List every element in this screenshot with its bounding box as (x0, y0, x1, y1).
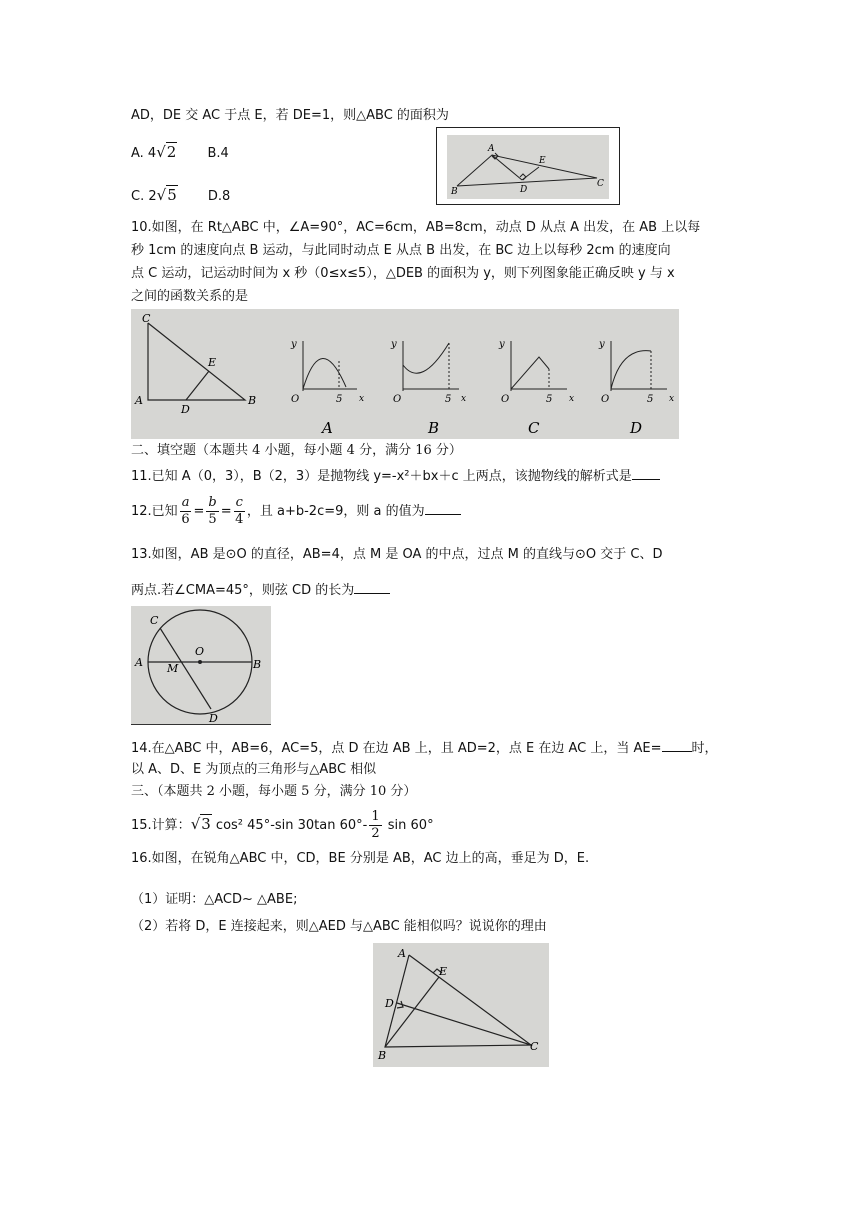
q14-line-1-text: 14.在△ABC 中，AB=6，AC=5，点 D 在边 AB 上，且 AD=2，点 E 在边 AC 上，当 AE= (131, 741, 662, 756)
q14-line-1-end: 时， (691, 741, 718, 756)
q10-graph-b-x: x (461, 394, 467, 404)
q16-label-c: C (530, 1040, 539, 1053)
q10-figure (131, 309, 679, 439)
q10-graph-c-o: O (501, 394, 510, 405)
q14-line-2: 以 A、D、E 为顶点的三角形与△ABC 相似 (131, 762, 377, 777)
q9-option-c-radical: √5 (156, 186, 177, 204)
q10-option-d: D (630, 419, 643, 437)
q16-label-b: B (378, 1049, 387, 1062)
q13-label-a: A (135, 656, 143, 669)
q12-eq1: = (193, 504, 205, 519)
q16-part-2: （2）若将 D，E 连接起来，则△AED 与△ABC 能相似吗？说说你的理由 (131, 919, 547, 934)
q10-graph-d-y: y (599, 339, 605, 350)
q12-suffix: ，且 a+b-2c=9，则 a 的值为 (246, 504, 425, 519)
q14-line-1 (131, 739, 718, 758)
q13-label-d: D (209, 712, 218, 724)
q16-text: 16.如图，在锐角△ABC 中，CD，BE 分别是 AB，AC 边上的高，垂足为 D，E. (131, 851, 590, 866)
q10-tri-c: C (142, 312, 151, 325)
q16-figure-svg (373, 943, 549, 1067)
q13-line-2 (131, 581, 390, 600)
q10-graph-c (498, 339, 574, 437)
q13-line-2-text: 两点.若∠CMA=45°，则弦 CD 的长为 (131, 583, 355, 598)
q10-tri-a: A (135, 394, 143, 407)
q10-line-3: 点 C 运动，记运动时间为 x 秒（0≤x≤5），△DEB 的面积为 y，则下列图象能正确反映 y 与 x (131, 266, 675, 281)
q10-tri-d: D (181, 403, 190, 416)
q15 (131, 806, 434, 844)
q9-text: AD，DE 交 AC 于点 E，若 DE=1，则△ABC 的面积为 (131, 108, 449, 123)
q10-graph-b-o: O (393, 394, 402, 405)
q10-graph-a-5: 5 (336, 394, 343, 405)
q9-option-d: D.8 (207, 189, 231, 204)
q15-radical: √3 (190, 815, 211, 833)
q16-figure (373, 943, 549, 1067)
q13-label-b: B (253, 658, 262, 671)
q10-graph-a (290, 339, 364, 437)
q10-graph-d-o: O (601, 394, 610, 405)
q15-mid: cos² 45°-sin 30tan 60°- (211, 818, 368, 833)
q9-option-c-prefix: C. 2 (131, 189, 157, 204)
q10-graph-a-x: x (359, 394, 365, 404)
q10-tri-b: B (248, 394, 257, 407)
q9-label-b: B (451, 187, 458, 197)
q10-graph-d-x: x (669, 394, 675, 404)
q13-answer-blank (354, 581, 390, 594)
q9-label-c: C (597, 179, 604, 189)
q9-figure-frame (436, 127, 620, 205)
q12 (131, 494, 461, 530)
q10-graph-c-5: 5 (546, 394, 553, 405)
q10-graph-a-y: y (291, 339, 297, 350)
q10-graph-b-5: 5 (445, 394, 452, 405)
q12-frac-c: $\frac{c}{4}$ (235, 495, 244, 527)
q13-figure-svg (131, 606, 271, 724)
q11-text: 11.已知 A（0，3），B（2，3）是抛物线 y=-x²＋bx＋c 上两点，该抛物线的解析式是 (131, 469, 632, 484)
q9-figure (437, 128, 619, 204)
q16-label-e: E (439, 965, 448, 978)
q14-answer-blank (662, 739, 692, 752)
q10-graph-b-y: y (391, 339, 397, 350)
q9-option-b: B.4 (207, 146, 229, 161)
section-2-heading: 二、填空题（本题共 4 小题，每小题 4 分，满分 16 分） (131, 443, 462, 458)
q9-option-c (131, 186, 230, 206)
q16-label-d: D (385, 997, 394, 1010)
q13-label-o: O (195, 645, 205, 658)
q13-figure (131, 606, 271, 725)
q12-eq2: = (220, 504, 232, 519)
q12-frac-a: $\frac{a}{6}$ (181, 495, 190, 527)
q9-option-a (131, 143, 229, 163)
q11-answer-blank (632, 467, 660, 480)
q10-option-c: C (528, 419, 540, 437)
q15-prefix: 15.计算： (131, 818, 191, 833)
q16-part-1: （1）证明：△ACD~ △ABE; (131, 892, 298, 907)
q16-label-a: A (398, 947, 406, 960)
q10-option-a: A (322, 419, 333, 437)
q10-line-1: 10.如图，在 Rt△ABC 中，∠A=90°，AC=6cm，AB=8cm，动点 D 从点 A 出发，在 AB 上以每 (131, 220, 701, 235)
q9-label-e: E (539, 156, 546, 166)
q12-frac-b: $\frac{b}{5}$ (208, 495, 217, 527)
q15-suffix: sin 60° (383, 818, 434, 833)
q10-tri-e: E (208, 356, 217, 369)
q9-option-a-radical: √2 (156, 143, 177, 161)
q11 (131, 467, 660, 486)
q10-graph-c-y: y (499, 339, 505, 350)
q13-line-1: 13.如图，AB 是⊙O 的直径，AB=4，点 M 是 OA 的中点，过点 M 的直线与⊙O 交于 C、D (131, 547, 663, 562)
q15-frac: $\frac{1}{2}$ (371, 809, 380, 841)
section-3-heading: 三、（本题共 2 小题，每小题 5 分，满分 10 分） (131, 784, 417, 799)
q12-answer-blank (425, 502, 461, 515)
q10-graph-d (598, 339, 674, 437)
q10-line-2: 秒 1cm 的速度向点 B 运动，与此同时动点 E 从点 B 出发，在 BC 边上以每秒 2cm 的速度向 (131, 243, 671, 258)
q9-option-a-prefix: A. 4 (131, 146, 157, 161)
q10-graph-b (390, 339, 466, 437)
q10-option-b: B (428, 419, 440, 437)
q10-graph-a-o: O (291, 394, 300, 405)
q10-line-4: 之间的函数关系的是 (131, 289, 249, 304)
q10-figure-svg (131, 309, 679, 439)
q9-label-d: D (520, 185, 528, 195)
q13-label-m: M (167, 662, 179, 675)
q13-label-c: C (150, 614, 159, 627)
q10-graph-c-x: x (569, 394, 575, 404)
q9-label-a: A (488, 144, 495, 154)
q10-graph-d-5: 5 (647, 394, 654, 405)
q12-prefix: 12.已知 (131, 504, 178, 519)
